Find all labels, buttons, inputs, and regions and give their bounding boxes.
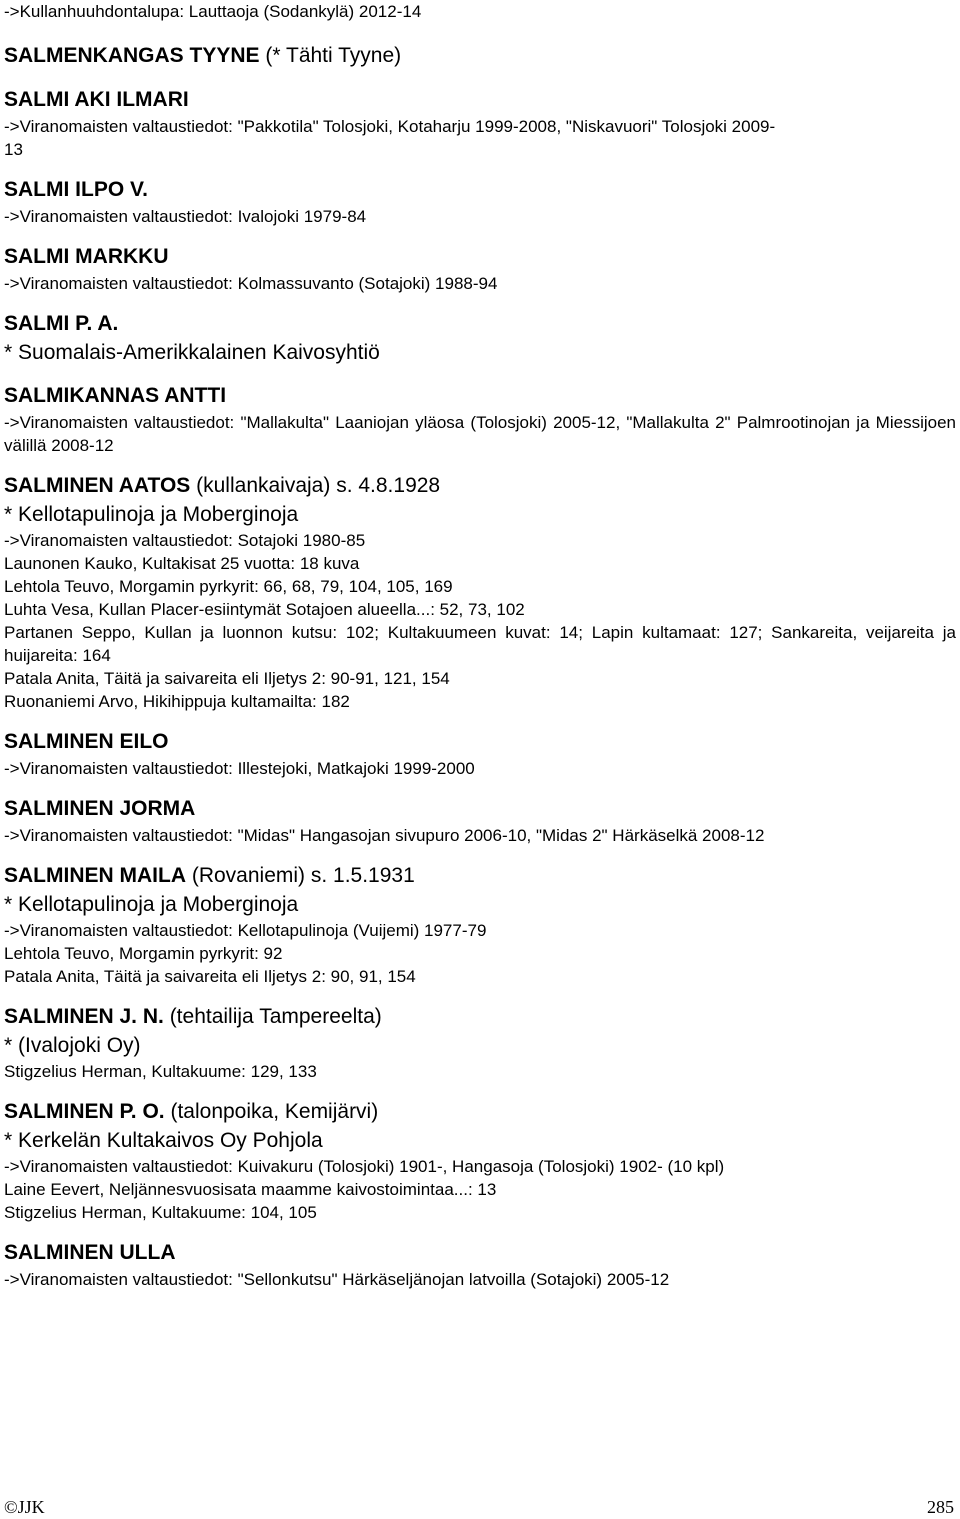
entry-line: Lehtola Teuvo, Morgamin pyrkyrit: 66, 68, 79, 104, 105, 169 [4, 577, 453, 596]
entry [4, 471, 956, 713]
entry-line: Partanen Seppo, Kullan ja luonnon kutsu: 102; Kultakuumeen kuvat: 14; Lapin kultamaat: 127; Sankareita, veijareita ja huijareita: 164 [4, 623, 956, 665]
entry-line: ->Viranomaisten valtaustiedot: Sotajoki 1980-85 [4, 531, 366, 550]
entry-line: Launonen Kauko, Kultakisat 25 vuotta: 18 kuva [4, 554, 360, 573]
entry-company: * Suomalais-Amerikkalainen Kaivosyhtiö [4, 341, 380, 364]
entry-name: SALMI AKI ILMARI [4, 88, 189, 111]
entry-suffix: (* Tähti Tyyne) [259, 44, 402, 67]
entry-title [4, 381, 956, 411]
entry-name: SALMINEN EILO [4, 730, 169, 753]
entry-name: SALMINEN AATOS [4, 474, 191, 497]
entry-title [4, 242, 956, 272]
entry-title [4, 1097, 956, 1127]
entry-line: ->Viranomaisten valtaustiedot: Kellotapulinoja (Vuijemi) 1977-79 [4, 921, 487, 940]
entry [4, 175, 956, 228]
entry-name: SALMENKANGAS TYYNE [4, 44, 260, 67]
entry-company: * (Ivalojoki Oy) [4, 1034, 141, 1057]
entry [4, 861, 956, 988]
entry-name: SALMINEN MAILA [4, 864, 186, 887]
entry-title [4, 471, 956, 501]
entry-title [4, 861, 956, 891]
entry [4, 41, 956, 71]
entry-name: SALMI MARKKU [4, 245, 169, 268]
entry-name: SALMINEN JORMA [4, 797, 196, 820]
entry-line: ->Viranomaisten valtaustiedot: "Mallakulta" Laaniojan yläosa (Tolosjoki) 2005-12, "Mallakulta 2" Palmrootinojan ja Miessijoen välillä 2008-12 [4, 413, 956, 455]
entry-name: SALMINEN J. N. [4, 1005, 164, 1028]
entry [4, 1002, 956, 1083]
entry-line: ->Viranomaisten valtaustiedot: Ivalojoki 1979-84 [4, 207, 367, 226]
entry-title [4, 727, 956, 757]
document-page [4, 0, 956, 1291]
entry-suffix: (kullankaivaja) s. 4.8.1928 [190, 474, 441, 497]
entry-line: Lehtola Teuvo, Morgamin pyrkyrit: 92 [4, 944, 283, 963]
entry-name: SALMI P. A. [4, 312, 119, 335]
entry [4, 727, 956, 780]
entry-line: Ruonaniemi Arvo, Hikihippuja kultamailta: 182 [4, 692, 350, 711]
entry-suffix: (talonpoika, Kemijärvi) [164, 1100, 379, 1123]
entry-line: Laine Eevert, Neljännesvuosisata maamme kaivostoimintaa...: 13 [4, 1180, 497, 1199]
entry-name: SALMINEN P. O. [4, 1100, 165, 1123]
entry-name: SALMINEN ULLA [4, 1241, 176, 1264]
entry-title [4, 309, 956, 339]
entry-line: Stigzelius Herman, Kultakuume: 104, 105 [4, 1203, 317, 1222]
entry-line: Stigzelius Herman, Kultakuume: 129, 133 [4, 1062, 317, 1081]
header-line: ->Kullanhuuhdontalupa: Lauttaoja (Sodankylä) 2012-14 [4, 2, 422, 21]
entry-line: ->Viranomaisten valtaustiedot: "Pakkotila" Tolosjoki, Kotaharju 1999-2008, "Niskavuori" Tolosjoki 2009- [4, 117, 776, 136]
entry-line: Luhta Vesa, Kullan Placer-esiintymät Sotajoen alueella...: 52, 73, 102 [4, 600, 525, 619]
entry-title [4, 1002, 956, 1032]
entry-line: 13 [4, 140, 23, 159]
entry-line: Patala Anita, Täitä ja saivareita eli Iljetys 2: 90, 91, 154 [4, 967, 416, 986]
entry-line: Patala Anita, Täitä ja saivareita eli Iljetys 2: 90-91, 121, 154 [4, 669, 450, 688]
entry-company: * Kerkelän Kultakaivos Oy Pohjola [4, 1129, 323, 1152]
entry-title [4, 1238, 956, 1268]
entry [4, 1097, 956, 1224]
entry [4, 794, 956, 847]
entry [4, 85, 956, 161]
entry-line: ->Viranomaisten valtaustiedot: "Midas" Hangasojan sivupuro 2006-10, "Midas 2" Härkäselkä 2008-12 [4, 826, 765, 845]
entry-line: ->Viranomaisten valtaustiedot: Kuivakuru (Tolosjoki) 1901-, Hangasoja (Tolosjoki) 1902- (10 kpl) [4, 1157, 725, 1176]
entry [4, 309, 956, 367]
entry-title [4, 85, 956, 115]
entry [4, 242, 956, 295]
entry-title [4, 41, 956, 71]
entry-suffix: (Rovaniemi) s. 1.5.1931 [186, 864, 415, 887]
entry-title [4, 794, 956, 824]
entry-company: * Kellotapulinoja ja Moberginoja [4, 893, 299, 916]
entry-name: SALMI ILPO V. [4, 178, 148, 201]
entry [4, 1238, 956, 1291]
entry-line: ->Viranomaisten valtaustiedot: Kolmassuvanto (Sotajoki) 1988-94 [4, 274, 498, 293]
page-number: 285 [927, 1497, 954, 1517]
entry-company: * Kellotapulinoja ja Moberginoja [4, 503, 299, 526]
entry-line: ->Viranomaisten valtaustiedot: Illestejoki, Matkajoki 1999-2000 [4, 759, 475, 778]
copyright-mark: ©JJK [4, 1497, 45, 1517]
entry-suffix: (tehtailija Tampereelta) [163, 1005, 382, 1028]
entry-title [4, 175, 956, 205]
entry-name: SALMIKANNAS ANTTI [4, 384, 227, 407]
entry-line: ->Viranomaisten valtaustiedot: "Sellonkutsu" Härkäseljänojan latvoilla (Sotajoki) 2005-12 [4, 1270, 670, 1289]
entry [4, 381, 956, 457]
